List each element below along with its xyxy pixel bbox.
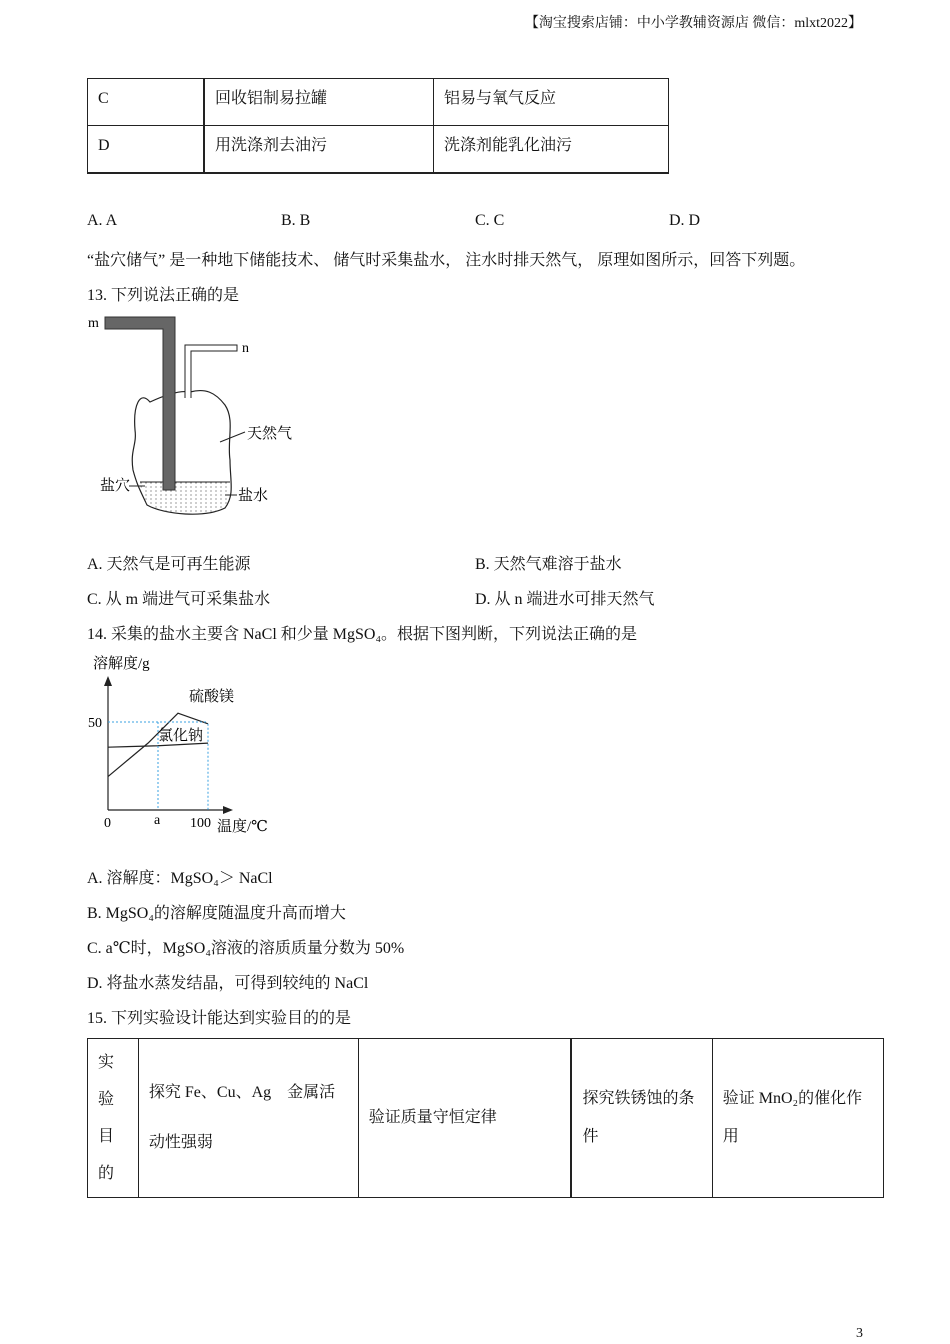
chart-ylabel: 溶解度/g (93, 656, 150, 672)
tick-label-100: 100 (190, 816, 211, 831)
label-natural-gas: 天然气 (247, 426, 293, 442)
table-cell: 验证质量守恒定律 (358, 1039, 571, 1198)
question-13-stem: 13. 下列说法正确的是 (87, 287, 240, 304)
q13-option-a: A. 天然气是可再生能源 (87, 556, 251, 573)
option-a: A. A (87, 212, 118, 229)
table-cell: 探究铁锈蚀的条件 (571, 1039, 712, 1198)
table-row (88, 1039, 884, 1198)
experiment-table-q15 (87, 1038, 884, 1198)
series-label-nacl: 氯化钠 (158, 728, 204, 744)
table-cell: 探究 Fe、Cu、Ag 金属活动性强弱 (138, 1039, 358, 1198)
q14-option-c: C. a℃时，MgSO₄溶液的溶质质量分数为 50% (87, 940, 405, 957)
pipe-n (185, 345, 237, 398)
page-number: 3 (856, 1326, 863, 1341)
head-char: 目 (98, 1128, 115, 1145)
q14-option-d: D. 将盐水蒸发结晶，可得到较纯的 NaCl (87, 975, 369, 992)
solubility-chart (85, 650, 285, 842)
table-cell: 回收铝制易拉罐 (204, 79, 434, 126)
label-m: m (88, 316, 99, 331)
option-b: B. B (281, 212, 311, 229)
option-d: D. D (669, 212, 701, 229)
tick-label-50: 50 (88, 716, 102, 731)
pipe-m (105, 317, 175, 490)
table-cell: D (88, 126, 205, 174)
q13-option-c: C. 从 m 端进气可采集盐水 (87, 591, 271, 608)
tick-label-a: a (154, 813, 161, 828)
q13-option-d: D. 从 n 端进水可排天然气 (475, 591, 655, 608)
head-char: 实 (98, 1054, 115, 1071)
options-table-q12 (87, 78, 669, 174)
label-salt-cave: 盐穴 (100, 478, 131, 494)
chart-xlabel: 温度/℃ (217, 819, 268, 835)
table-cell: 洗涤剂能乳化油污 (434, 126, 669, 174)
head-char: 的 (98, 1165, 115, 1182)
table-cell: 用洗涤剂去油污 (204, 126, 434, 174)
x-axis-arrow (223, 806, 233, 814)
question-14-stem: 14. 采集的盐水主要含 NaCl 和少量 MgSO₄。根据下图判断，下列说法正确的是 (87, 626, 638, 643)
intro-text: “盐穴储气” 是一种地下储能技术、 储气时采集盐水， 注水时排天然气， 原理如图所示，回答下列题。 (87, 252, 806, 269)
table-row (88, 79, 669, 126)
label-n: n (242, 341, 249, 356)
table-cell: 验证 MnO₂的催化作用 (712, 1039, 883, 1198)
label-brine: 盐水 (238, 488, 269, 504)
q14-option-a: A. 溶解度：MgSO₄＞ NaCl (87, 870, 273, 887)
option-c: C. C (475, 212, 505, 229)
q14-option-b: B. MgSO₄的溶解度随温度升高而增大 (87, 905, 346, 922)
question-15-stem: 15. 下列实验设计能达到实验目的的是 (87, 1010, 352, 1027)
tick-label-0: 0 (104, 816, 111, 831)
head-char: 验 (98, 1091, 115, 1108)
table-head-cell (88, 1039, 139, 1198)
table-row (88, 126, 669, 174)
q13-option-b: B. 天然气难溶于盐水 (475, 556, 622, 573)
brine-region (140, 482, 230, 514)
table-cell: C (88, 79, 205, 126)
salt-cave-figure (85, 310, 315, 520)
table-cell: 铝易与氧气反应 (434, 79, 669, 126)
y-axis-arrow (104, 676, 112, 686)
page-header: 【淘宝搜索店铺：中小学教辅资源店 微信：mlxt2022】 (524, 16, 862, 31)
leader-gas (220, 432, 245, 442)
series-label-mgso4: 硫酸镁 (189, 689, 235, 705)
